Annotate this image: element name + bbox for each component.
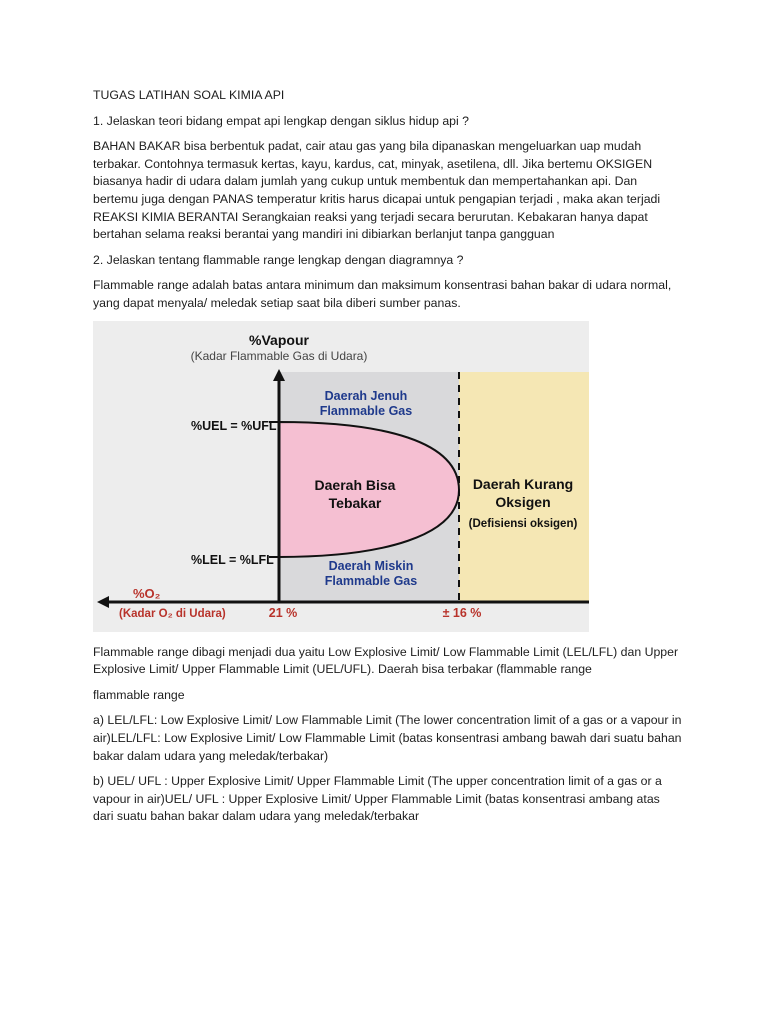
oxygen-deficient-label-3: (Defisiensi oksigen) — [468, 517, 578, 530]
flammable-region-label-2: Tebakar — [328, 494, 382, 511]
y-axis-subtitle: (Kadar Flammable Gas di Udara) — [190, 348, 368, 363]
diagram-svg — [93, 321, 589, 632]
x-axis-title: %O₂ — [133, 585, 161, 601]
uel-label: %UEL = %UFL — [191, 418, 277, 433]
question-1: 1. Jelaskan teori bidang empat api lengkap dengan siklus hidup api ? — [93, 113, 469, 128]
answer-2: Flammable range adalah batas antara minimum dan maksimum konsentrasi bahan bakar di udara normal, yang dapat menyala/ meledak setiap saat bila diberi sumber panas. — [93, 278, 672, 310]
flammable-range-diagram — [93, 321, 589, 632]
paragraph-flammable-range: flammable range — [93, 687, 185, 702]
lean-region-label-2: Flammable Gas — [324, 573, 418, 588]
paragraph-uel-definition: b) UEL/ UFL : Upper Explosive Limit/ Upper Flammable Limit (The upper concentration limit of a gas or a vapour in air)UEL/ UFL : Upper Explosive Limit/ Upper Flammable Limit (batas konsentrasi ambang atas dari suatu bahan bakar dalam udara yang meledak/terbakar — [93, 774, 662, 824]
paragraph-lel-definition: a) LEL/LFL: Low Explosive Limit/ Low Flammable Limit (The lower concentration limit of a gas or a vapour in air)LEL/LFL: Low Explosive Limit/ Low Flammable Limit (batas konsentrasi ambang bawah dari suatu bahan bakar dalam udara yang meledak/terbakar) — [93, 713, 682, 763]
lel-label: %LEL = %LFL — [191, 552, 274, 567]
document-page — [93, 87, 683, 834]
document-title: TUGAS LATIHAN SOAL KIMIA API — [93, 88, 285, 102]
paragraph-flammable-range-division: Flammable range dibagi menjadi dua yaitu Low Explosive Limit/ Low Flammable Limit (LEL/LFL) dan Upper Explosive Limit/ Upper Flammable Limit (UEL/UFL). Daerah bisa terbakar (flammable range — [93, 644, 679, 677]
x-axis-arrow — [97, 596, 109, 608]
oxygen-deficient-label-1: Daerah Kurang — [472, 475, 574, 492]
saturated-region-label-1: Daerah Jenuh — [324, 388, 408, 403]
tick-label-16: ± 16 % — [442, 605, 482, 620]
question-2: 2. Jelaskan tentang flammable range lengkap dengan diagramnya ? — [93, 252, 464, 267]
lean-region-label-1: Daerah Miskin — [328, 558, 414, 573]
saturated-region-label-2: Flammable Gas — [319, 403, 413, 418]
oxygen-deficient-label-2: Oksigen — [495, 493, 551, 510]
y-axis-title: %Vapour — [249, 331, 309, 348]
x-axis-subtitle: (Kadar O₂ di Udara) — [119, 607, 226, 620]
flammable-region-label-1: Daerah Bisa — [314, 476, 396, 493]
tick-label-21: 21 % — [268, 605, 298, 620]
answer-1: BAHAN BAKAR bisa berbentuk padat, cair atau gas yang bila dipanaskan mengeluarkan uap mudah terbakar. Contohnya termasuk kertas, kayu, kardus, cat, minyak, asetilena, dll. Jika bertemu OKSIGEN biasanya hadir di udara dalam jumlah yang cukup untuk membentuk dan mempertahankan api. Dan bertemu juga dengan PANAS temperatur kritis harus dicapai untuk pengapian terjadi , maka akan terjadi REAKSI KIMIA BERANTAI Serangkaian reaksi yang terjadi secara berurutan. Kebakaran hanya dapat bertahan selama reaksi berantai yang mandiri ini dibiarkan berlanjut tanpa gangguan — [93, 139, 661, 242]
